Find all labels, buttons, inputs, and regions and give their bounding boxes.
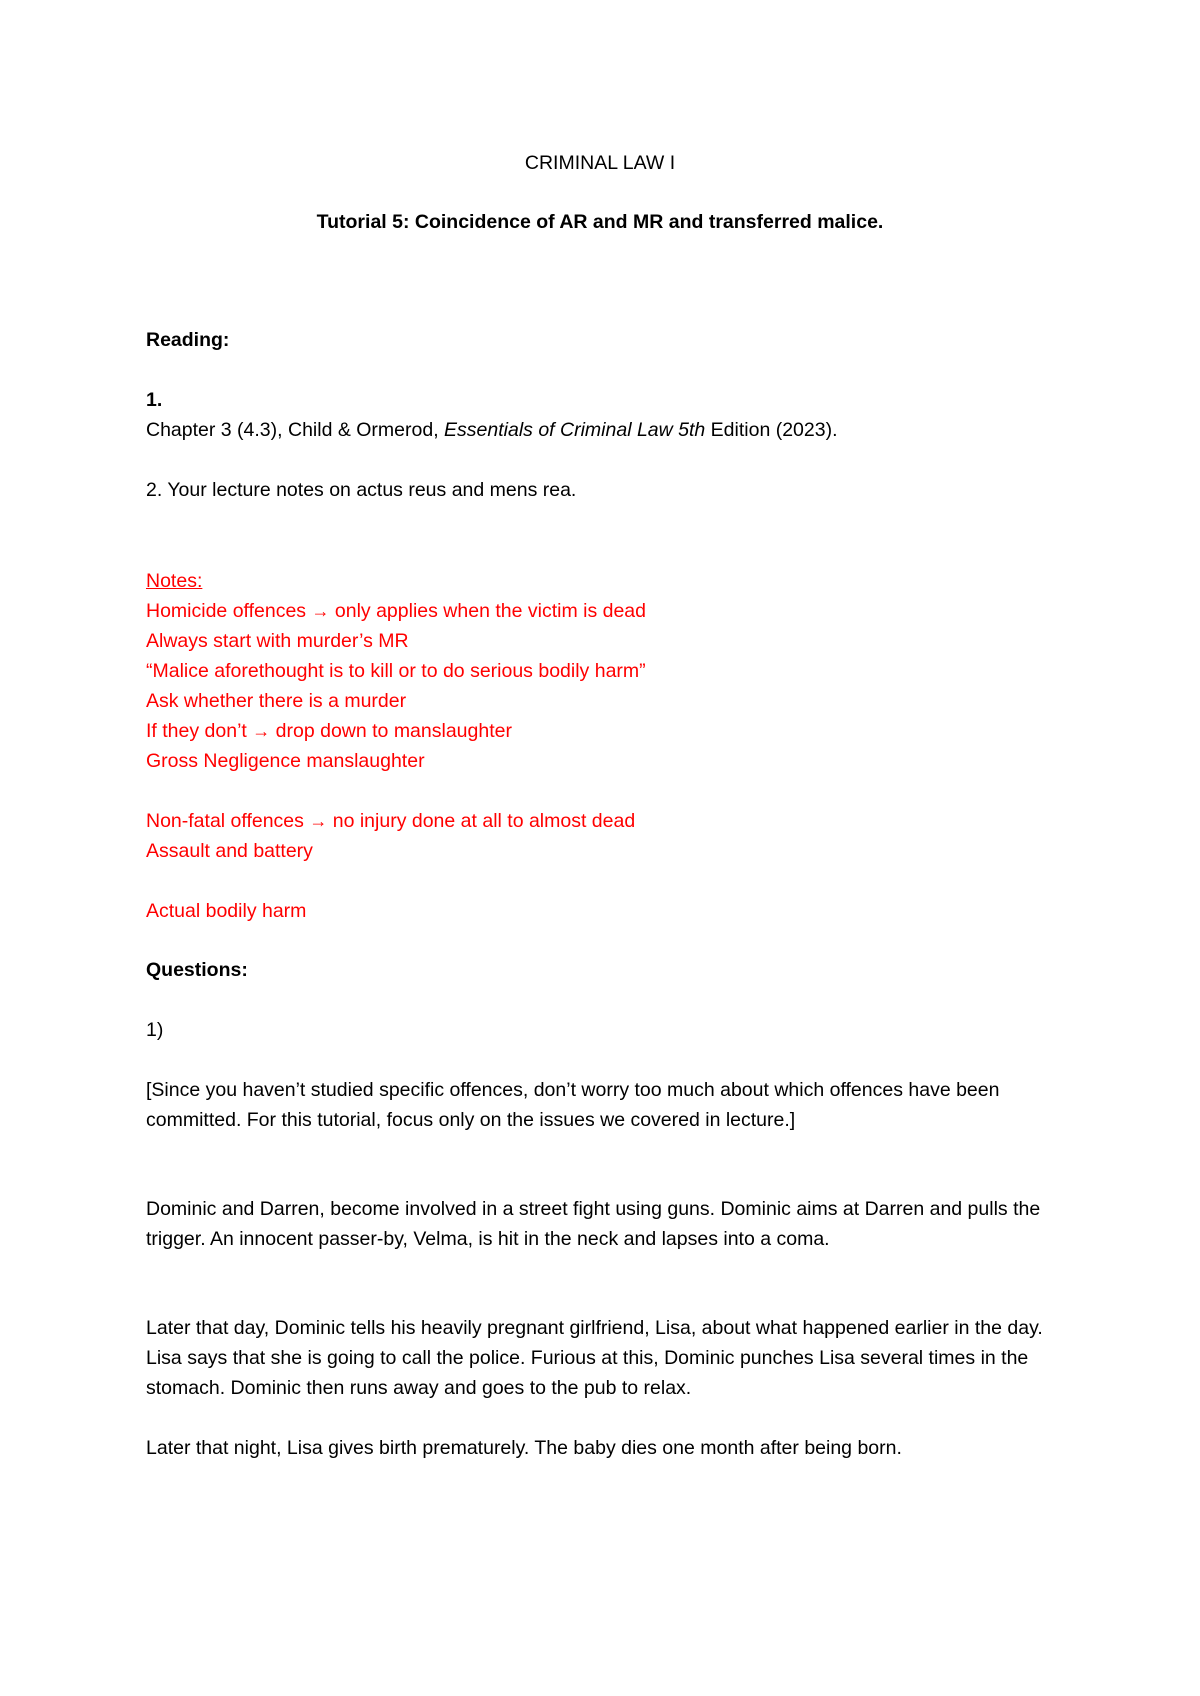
- questions-heading: Questions:: [146, 959, 248, 981]
- arrow-right-icon: →: [309, 811, 328, 831]
- reading-item-2: 2. Your lecture notes on actus reus and mens rea.: [146, 479, 577, 501]
- reading-item-1-number: 1.: [146, 389, 163, 411]
- question-1-note: [Since you haven’t studied specific offences, don’t worry too much about which offences have been committed. For this tutorial, focus only on the issues we covered in lecture.]: [146, 1079, 1000, 1131]
- reading-item-1-book-title: Essentials of Criminal Law 5th: [444, 419, 706, 441]
- note-homicide: Homicide offences → only applies when the victim is dead: [146, 600, 646, 622]
- reading-item-1-edition: Edition (2023).: [705, 419, 838, 441]
- note-abh: Actual bodily harm: [146, 900, 307, 922]
- note-manslaughter: If they don’t → drop down to manslaughter: [146, 720, 512, 742]
- question-1-paragraph-3: Later that night, Lisa gives birth prematurely. The baby dies one month after being born.: [146, 1437, 902, 1459]
- note-malice: “Malice aforethought is to kill or to do serious bodily harm”: [146, 660, 646, 682]
- question-1-label: 1): [146, 1019, 164, 1041]
- reading-item-1-text: Chapter 3 (4.3), Child & Ormerod,: [146, 419, 445, 441]
- note-assault: Assault and battery: [146, 840, 313, 862]
- note-ask-murder: Ask whether there is a murder: [146, 690, 407, 712]
- note-murder-mr: Always start with murder’s MR: [146, 630, 409, 652]
- document-subtitle: Tutorial 5: Coincidence of AR and MR and transferred malice.: [316, 211, 884, 233]
- reading-item-1: [146, 415, 838, 445]
- question-1-paragraph-2: Later that day, Dominic tells his heavily pregnant girlfriend, Lisa, about what happened earlier in the day. Lisa says that she is going to call the police. Furious at this, Dominic punches Lisa several times in the stomach. Dominic then runs away and goes to the pub to relax.: [146, 1317, 1043, 1399]
- notes-heading: Notes:: [146, 570, 203, 592]
- reading-heading: Reading:: [146, 329, 230, 351]
- question-1-paragraph-1: Dominic and Darren, become involved in a street fight using guns. Dominic aims at Darren and pulls the trigger. An innocent passer-by, Velma, is hit in the neck and lapses into a coma.: [146, 1198, 1041, 1250]
- note-gross-negligence: Gross Negligence manslaughter: [146, 750, 425, 772]
- arrow-right-icon: →: [252, 721, 271, 741]
- arrow-right-icon: →: [311, 601, 330, 621]
- document-title: CRIMINAL LAW I: [524, 152, 676, 174]
- note-non-fatal: Non-fatal offences → no injury done at all to almost dead: [146, 810, 636, 832]
